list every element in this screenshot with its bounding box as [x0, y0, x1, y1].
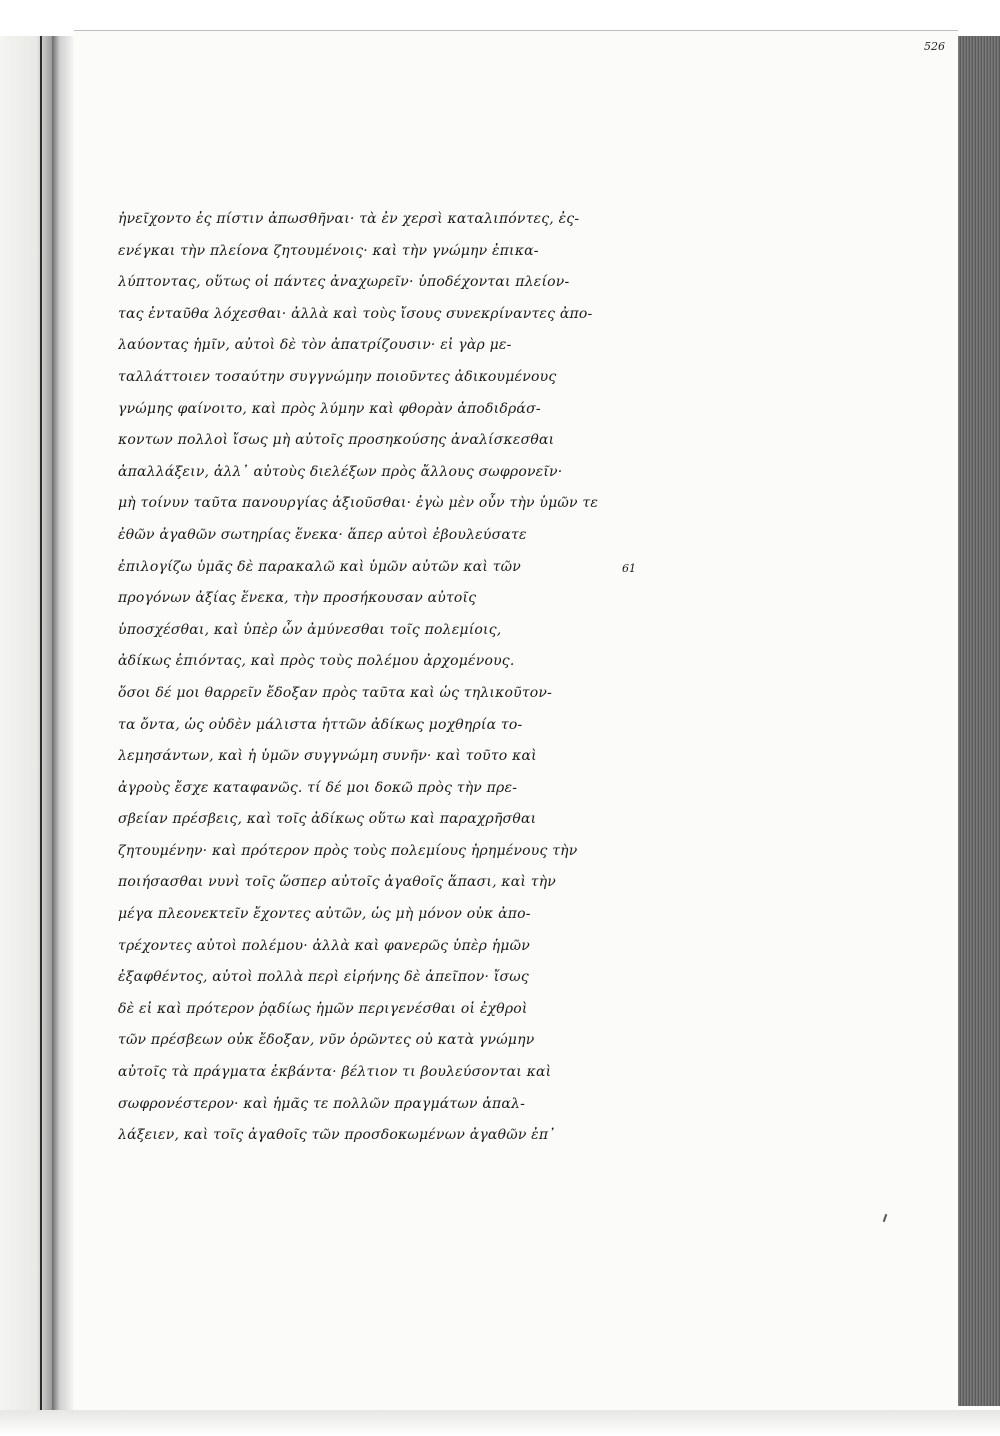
book-gutter — [52, 36, 74, 1436]
text-line: ζητουμένην· καὶ πρότερον πρὸς τοὺς πολεμίους ἠρημένους τὴν — [118, 842, 578, 859]
text-line: μὴ τοίνυν ταῦτα πανουργίας ἀξιοῦσθαι· ἐγὼ μὲν οὖν τὴν ὑμῶν τε — [118, 495, 599, 512]
text-line: σβείαν πρέσβεις, καὶ τοῖς ἀδίκως οὕτω καὶ παραχρῆσθαι — [118, 811, 537, 828]
text-line: τῶν πρέσβεων οὐκ ἔδοξαν, νῦν ὁρῶντες οὐ κατὰ γνώμην — [118, 1032, 535, 1049]
text-line: λύπτοντας, οὕτως οἱ πάντες ἀναχωρεῖν· ὑποδέχονται πλείον- — [118, 274, 570, 291]
text-line: ὅσοι δέ μοι θαρρεῖν ἔδοξαν πρὸς ταῦτα καὶ ὡς τηλικοῦτον- — [118, 684, 553, 701]
margin-note: 61 — [622, 562, 636, 575]
manuscript-text-block — [118, 204, 638, 1152]
text-line: ἐξαφθέντος, αὐτοὶ πολλὰ περὶ εἰρήνης δὲ ἀπεῖπον· ἴσως — [118, 969, 529, 986]
text-line: ἀγροὺς ἔσχε καταφανῶς. τί δέ μοι δοκῶ πρὸς τὴν πρε- — [118, 779, 518, 796]
text-line: ἐθῶν ἀγαθῶν σωτηρίας ἕνεκα· ἅπερ αὐτοὶ ἐβουλεύσατε — [118, 526, 527, 543]
bottom-margin — [0, 1410, 1000, 1436]
text-line: ἠνεῖχοντο ἐς πίστιν ἀπωσθῆναι· τὰ ἐν χερσὶ καταλιπόντες, ἐς- — [118, 211, 580, 227]
page-fore-edge — [958, 36, 1000, 1406]
text-line: κοντων πολλοὶ ἴσως μὴ αὐτοῖς προσηκούσης ἀναλίσκεσθαι — [118, 432, 555, 449]
text-line: λάξειεν, καὶ τοῖς ἀγαθοῖς τῶν προσδοκωμένων ἀγαθῶν ἐπ᾽ — [118, 1127, 556, 1144]
text-line: αὐτοῖς τὰ πράγματα ἐκβάντα· βέλτιον τι βουλεύσονται καὶ — [118, 1064, 552, 1081]
text-line: ενέγκαι τὴν πλείονα ζητουμένοις· καὶ τὴν γνώμην ἐπικα- — [118, 242, 539, 259]
text-line: λεμησάντων, καὶ ἡ ὑμῶν συγγνώμη συνῆν· καὶ τοῦτο καὶ — [118, 748, 537, 765]
text-line: ταλλάττοιεν τοσαύτην συγγνώμην ποιοῦντες ἀδικουμένους — [118, 368, 557, 385]
text-line: λαύοντας ἡμῖν, αὐτοὶ δὲ τὸν ἀπατρίζουσιν· εἰ γὰρ με- — [118, 337, 512, 354]
text-line: ἀδίκως ἐπιόντας, καὶ πρὸς τοὺς πολέμου ἀρχομένους. — [118, 653, 515, 670]
text-line: σωφρονέστερον· καὶ ἡμᾶς τε πολλῶν πραγμάτων ἀπαλ- — [118, 1095, 526, 1112]
text-line: ποιήσασθαι νυνὶ τοῖς ὥσπερ αὐτοῖς ἀγαθοῖς ἅπασι, καὶ τὴν — [118, 874, 556, 891]
text-line: ἀπαλλάξειν, ἀλλ᾽ αὐτοὺς διελέξων πρὸς ἄλλους σωφρονεῖν· — [118, 463, 563, 480]
text-line: γνώμης φαίνοιτο, καὶ πρὸς λύμην καὶ φθορὰν ἀποδιδράσ- — [118, 400, 541, 417]
text-line: τα ὄντα, ὡς οὐδὲν μάλιστα ἡττῶν ἀδίκως μοχθηρία το- — [118, 716, 523, 733]
folio-number: 526 — [924, 40, 945, 53]
left-page-border-line — [40, 36, 42, 1436]
text-line: τας ἐνταῦθα λόχεσθαι· ἀλλὰ καὶ τοὺς ἴσους συνεκρίναντες ἀπο- — [118, 305, 593, 322]
left-page-edge — [0, 36, 53, 1436]
text-line: τρέχοντες αὐτοὶ πολέμου· ἀλλὰ καὶ φανερῶς ὑπὲρ ἡμῶν — [118, 937, 530, 954]
text-line: ἐπιλογίζω ὑμᾶς δὲ παρακαλῶ καὶ ὑμῶν αὐτῶν καὶ τῶν — [118, 558, 521, 575]
text-line: δὲ εἰ καὶ πρότερον ῥᾳδίως ἡμῶν περιγενέσθαι οἱ ἐχθροὶ — [118, 1000, 528, 1017]
text-line: ὑποσχέσθαι, καὶ ὑπὲρ ὧν ἀμύνεσθαι τοῖς πολεμίοις, — [118, 621, 502, 638]
text-line: μέγα πλεονεκτεῖν ἔχοντες αὐτῶν, ὡς μὴ μόνον οὐκ ἀπο- — [118, 906, 531, 923]
text-line: προγόνων ἀξίας ἕνεκα, τὴν προσήκουσαν αὐτοῖς — [118, 590, 477, 607]
